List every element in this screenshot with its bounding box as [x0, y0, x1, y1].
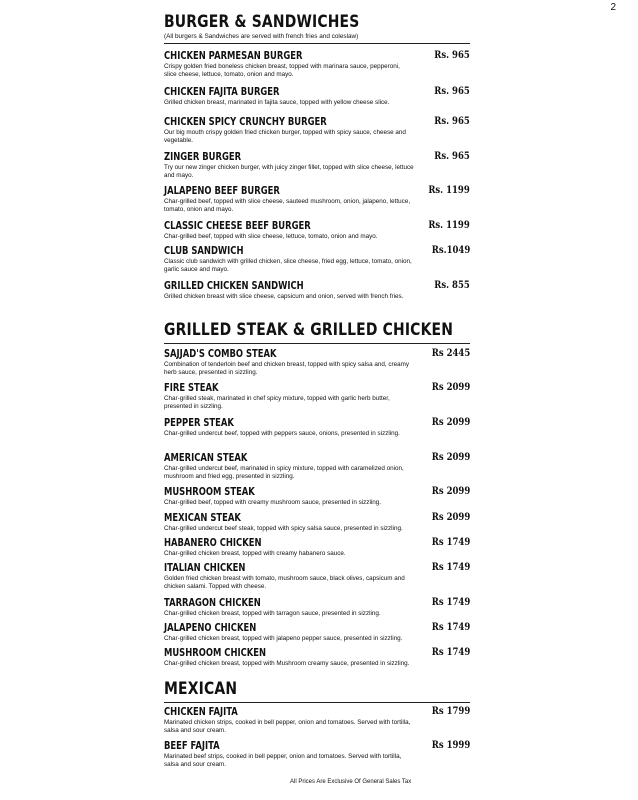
item-description: Char-grilled steak, marinated in chef spicy mixture, topped with garlic herb butter, presented in sizzling. [164, 395, 390, 411]
item-description: Char-grilled undercut beef, marinated in spicy mixture, topped with caramelized onion, mushroom and fried egg, presented in sizzling. [164, 465, 404, 481]
item-name: PEPPER STEAK [164, 417, 234, 429]
item-name: HABANERO CHICKEN [164, 537, 262, 549]
item-name: FIRE STEAK [164, 382, 219, 394]
item-description: Golden fried chicken breast with tomato, mushroom sauce, black olives, capsicum and chicken salami. Topped with cheese. [164, 575, 405, 591]
item-description: Marinated beef strips, cooked in bell pepper, onion and tomatoes. Served with tortilla, salsa and sour cream. [164, 753, 402, 769]
item-description: Crispy golden fried boneless chicken breast, topped with marinara sauce, pepperoni, slice cheese, lettuce, tomato, onion and mayo. [164, 63, 400, 79]
item-price: Rs 1749 [431, 537, 470, 548]
menu-item [164, 622, 470, 643]
item-description: Grilled chicken breast with slice cheese, capsicum and onion, served with french fries. [164, 293, 404, 300]
section-subtitle: (All burgers & Sandwiches are served with french fries and coleslaw) [164, 33, 359, 40]
section-grilled-steak-chicken [164, 320, 470, 670]
item-price: Rs 1999 [431, 740, 470, 751]
item-description: Try our new zinger chicken burger, with juicy zinger fillet, topped with slice cheese, lettuce and mayo. [164, 164, 414, 180]
item-name: SAJJAD'S COMBO STEAK [164, 348, 277, 360]
item-price: Rs. 855 [434, 280, 470, 291]
menu-item [164, 706, 470, 735]
item-price: Rs 1749 [431, 647, 470, 658]
item-description: Combination of tenderloin beef and chicken breast, topped with spicy salsa and, creamy herb sauce, presented in sizzling. [164, 361, 410, 377]
item-description: Char-grilled undercut beef steak, topped with spicy salsa sauce, presented in sizzling. [164, 525, 403, 532]
item-name: CHICKEN FAJITA BURGER [164, 86, 280, 98]
item-price: Rs. 965 [434, 151, 470, 162]
section-title: GRILLED STEAK & GRILLED CHICKEN [164, 320, 454, 340]
section-divider [164, 343, 470, 344]
item-name: AMERICAN STEAK [164, 452, 248, 464]
item-name: CLUB SANDWICH [164, 245, 244, 257]
item-price: Rs 1749 [431, 622, 470, 633]
menu-item [164, 647, 470, 668]
item-price: Rs 1799 [431, 706, 470, 717]
item-price: Rs. 1199 [428, 220, 470, 231]
item-price: Rs. 1199 [428, 185, 470, 196]
item-description: Char-grilled beef, topped with slice cheese, sauteed mushroom, onion, jalapeno, lettuce, tomato, onion and mayo. [164, 198, 411, 214]
item-name: CHICKEN PARMESAN BURGER [164, 50, 303, 62]
menu-item [164, 486, 470, 507]
item-name: CHICKEN FAJITA [164, 706, 238, 718]
item-description: Our big mouth crispy golden fried chicken burger, topped with spicy sauce, cheese and vegetable. [164, 129, 406, 145]
section-title: BURGER & SANDWICHES [164, 12, 360, 32]
menu-item [164, 382, 470, 411]
item-name: JALAPENO BEEF BURGER [164, 185, 280, 197]
item-price: Rs. 965 [434, 50, 470, 61]
item-price: Rs. 965 [434, 116, 470, 127]
item-name: BEEF FAJITA [164, 740, 220, 752]
menu-item [164, 597, 470, 618]
item-description: Classic club sandwich with grilled chicken, slice cheese, fried egg, lettuce, tomato, onion, garlic sauce and mayo. [164, 258, 412, 274]
menu-item [164, 512, 470, 533]
menu-item [164, 280, 470, 301]
menu-item [164, 185, 470, 214]
menu-item [164, 151, 470, 180]
item-price: Rs 1749 [431, 597, 470, 608]
menu-item [164, 740, 470, 769]
section-title: MEXICAN [164, 679, 238, 699]
item-price: Rs. 965 [434, 86, 470, 97]
item-description: Char-grilled chicken breast, topped with jalapeno pepper sauce, presented in sizzling. [164, 635, 403, 642]
section-divider [164, 43, 470, 44]
item-price: Rs 1749 [431, 562, 470, 573]
tax-footnote: All Prices Are Exclusive Of General Sales Tax [290, 779, 412, 785]
item-description: Char-grilled chicken breast, topped with creamy habanero sauce. [164, 550, 346, 557]
item-price: Rs 2445 [431, 348, 470, 359]
item-price: Rs 2099 [431, 452, 470, 463]
item-description: Marinated chicken strips, cooked in bell pepper, onion and tomatoes. Served with tortilla, salsa and sour cream. [164, 719, 411, 735]
item-name: CLASSIC CHEESE BEEF BURGER [164, 220, 311, 232]
item-name: CHICKEN SPICY CRUNCHY BURGER [164, 116, 327, 128]
section-divider [164, 702, 470, 703]
item-description: Char-grilled chicken breast, topped with tarragon sauce, presented in sizzling. [164, 610, 381, 617]
menu-item [164, 537, 470, 558]
item-name: ITALIAN CHICKEN [164, 562, 246, 574]
item-name: GRILLED CHICKEN SANDWICH [164, 280, 304, 292]
item-name: TARRAGON CHICKEN [164, 597, 261, 609]
menu-item [164, 116, 470, 145]
menu-item [164, 245, 470, 274]
item-name: MUSHROOM STEAK [164, 486, 255, 498]
menu-item [164, 86, 470, 107]
item-description: Grilled chicken breast, marinated in fajita sauce, topped with yellow cheese slice. [164, 99, 390, 106]
menu-item [164, 562, 470, 591]
item-description: Char-grilled undercut beef, topped with peppers sauce, onions, presented in sizzling. [164, 430, 400, 437]
item-name: MUSHROOM CHICKEN [164, 647, 267, 659]
item-price: Rs.1049 [431, 245, 470, 256]
item-name: ZINGER BURGER [164, 151, 242, 163]
item-name: JALAPENO CHICKEN [164, 622, 257, 634]
menu-item [164, 348, 470, 377]
menu-item [164, 220, 470, 241]
item-price: Rs 2099 [431, 486, 470, 497]
page-number: 2 [610, 2, 616, 13]
menu-item [164, 452, 470, 481]
menu-item [164, 50, 470, 79]
item-price: Rs 2099 [431, 512, 470, 523]
item-description: Char-grilled chicken breast, topped with Mushroom creamy sauce, presented in sizzling. [164, 660, 410, 667]
item-description: Char-grilled beef, topped with creamy mushroom sauce, presented in sizzling. [164, 499, 381, 506]
item-description: Char-grilled beef, topped with slice cheese, lettuce, tomato, onion and mayo. [164, 233, 378, 240]
section-burger-sandwiches [164, 12, 470, 312]
menu-item [164, 417, 470, 438]
section-mexican [164, 679, 470, 774]
item-name: MEXICAN STEAK [164, 512, 241, 524]
item-price: Rs 2099 [431, 382, 470, 393]
item-price: Rs 2099 [431, 417, 470, 428]
